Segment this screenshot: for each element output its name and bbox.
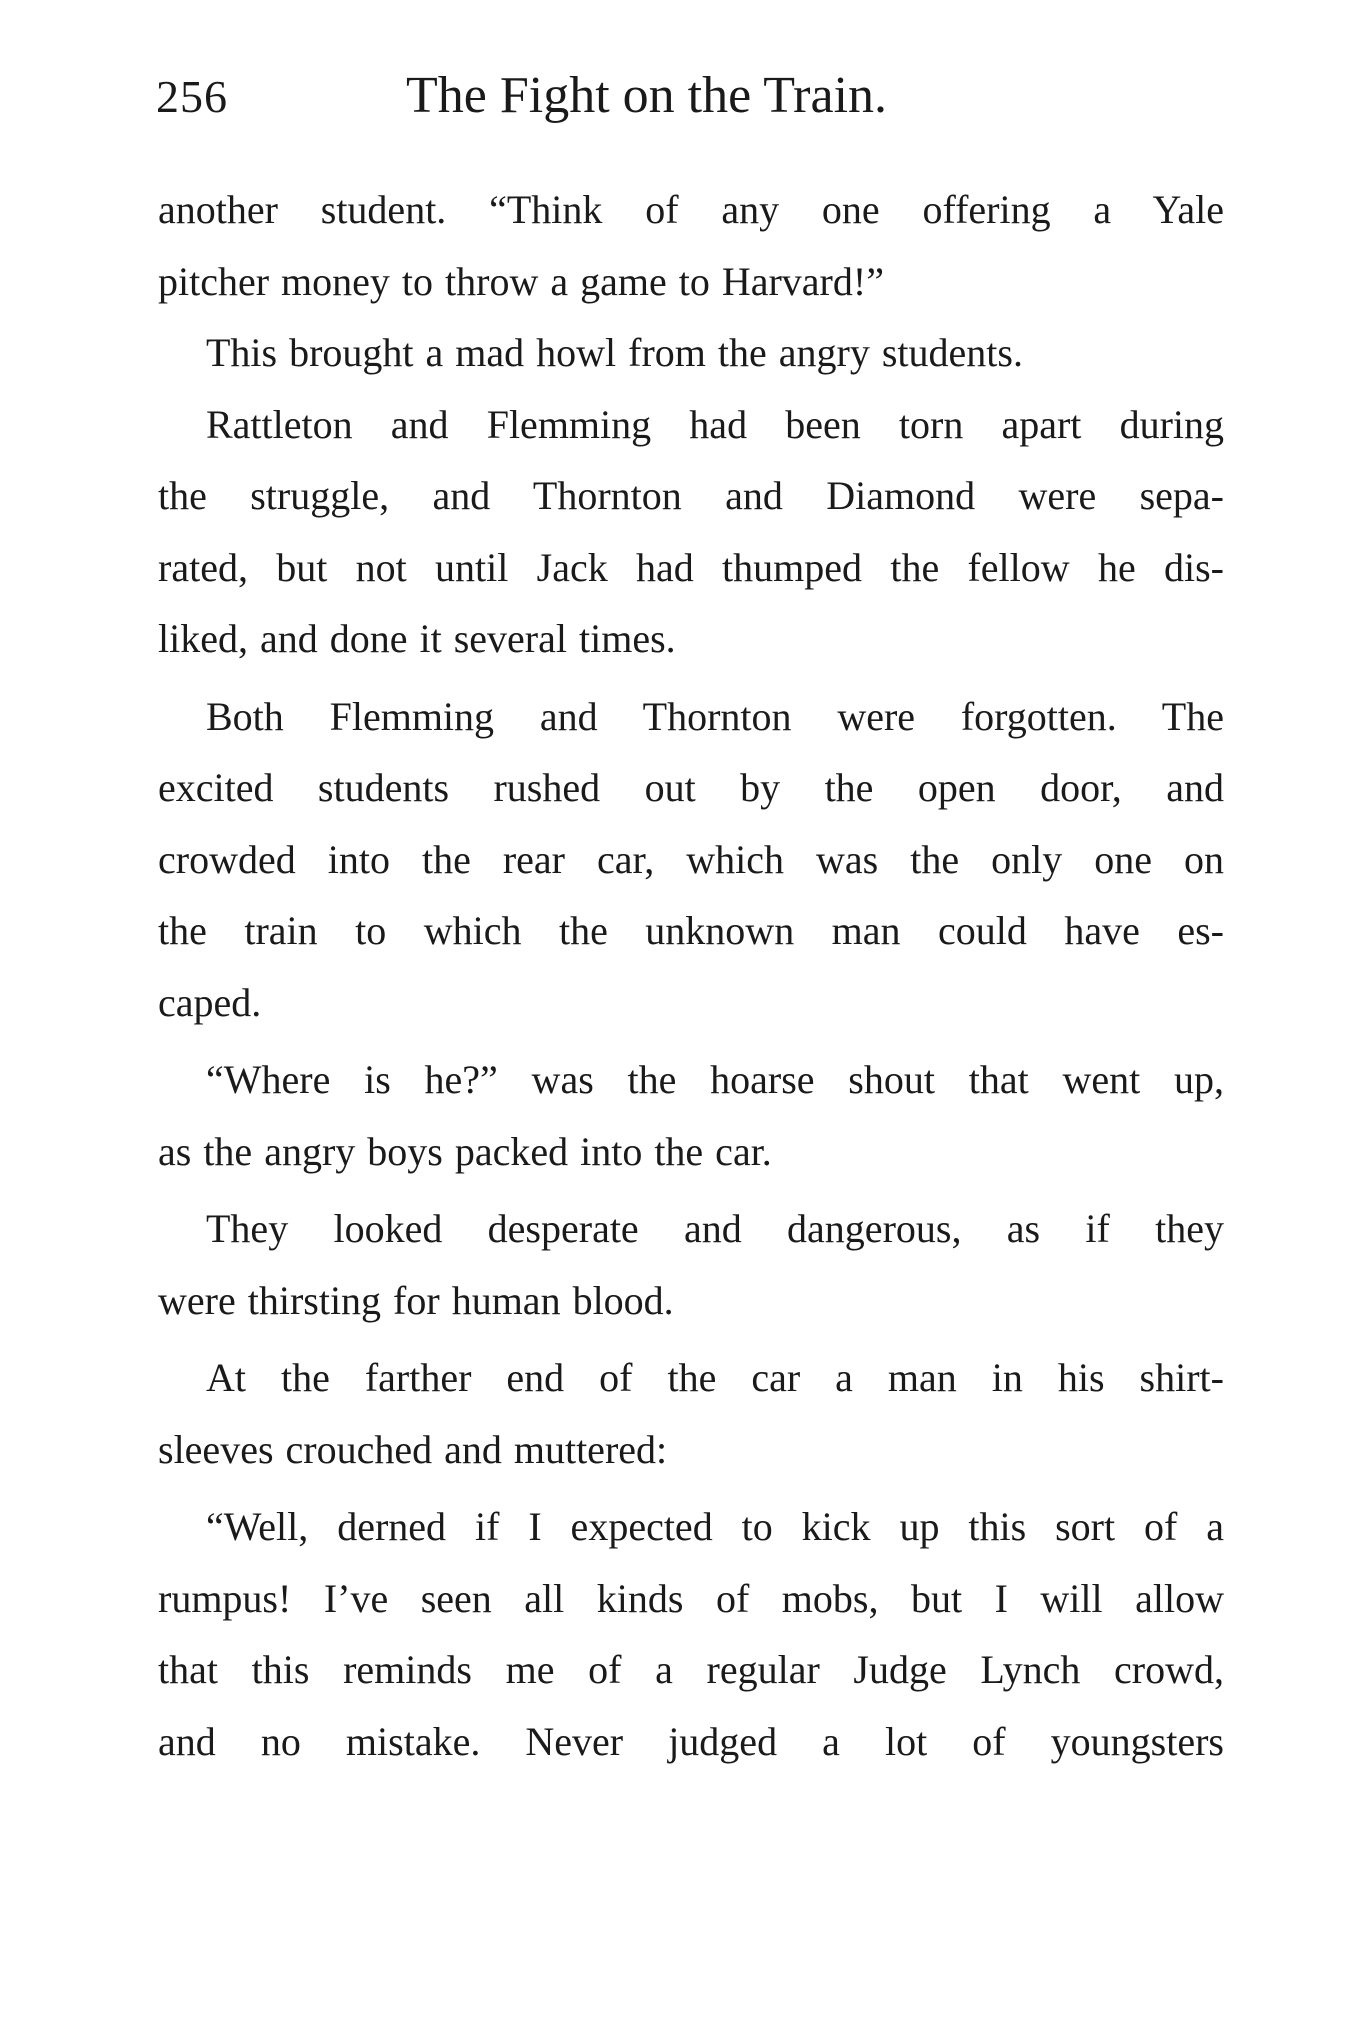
text-line: that this reminds me of a regular Judge Lynch crowd,	[158, 1647, 1224, 1692]
text-line: the train to which the unknown man could have es-	[158, 908, 1224, 953]
body-text	[158, 174, 1224, 1777]
text-line: pitcher money to throw a game to Harvard!”	[158, 258, 884, 304]
page-number: 256	[156, 71, 228, 122]
text-line: sleeves crouched and muttered:	[158, 1426, 668, 1472]
running-title: The Fight on the Train.	[406, 67, 888, 124]
text-line: rumpus! I’ve seen all kinds of mobs, but I will allow	[158, 1575, 1224, 1621]
text-line: another student. “Think of any one offering a Yale	[158, 187, 1224, 232]
text-line: were thirsting for human blood.	[158, 1277, 674, 1323]
text-line: excited students rushed out by the open door, and	[158, 765, 1224, 810]
page-header	[156, 67, 1216, 140]
text-line: crowded into the rear car, which was the only one on	[158, 836, 1224, 882]
text-line: Both Flemming and Thornton were forgotten. The	[206, 693, 1224, 739]
text-line: rated, but not until Jack had thumped the fellow he dis-	[158, 544, 1224, 590]
text-line: This brought a mad howl from the angry students.	[206, 330, 1023, 375]
text-line: “Well, derned if I expected to kick up this sort of a	[206, 1504, 1224, 1549]
text-line: “Where is he?” was the hoarse shout that went up,	[206, 1057, 1224, 1102]
text-line: At the farther end of the car a man in his shirt-	[206, 1355, 1224, 1400]
text-line: They looked desperate and dangerous, as if they	[206, 1206, 1224, 1251]
text-line: the struggle, and Thornton and Diamond were sepa-	[158, 473, 1224, 518]
text-line: Rattleton and Flemming had been torn apart during	[206, 401, 1224, 447]
text-line: and no mistake. Never judged a lot of youngsters	[158, 1718, 1224, 1764]
text-line: as the angry boys packed into the car.	[158, 1128, 772, 1174]
text-line: caped.	[158, 979, 262, 1025]
text-line: liked, and done it several times.	[158, 616, 676, 661]
